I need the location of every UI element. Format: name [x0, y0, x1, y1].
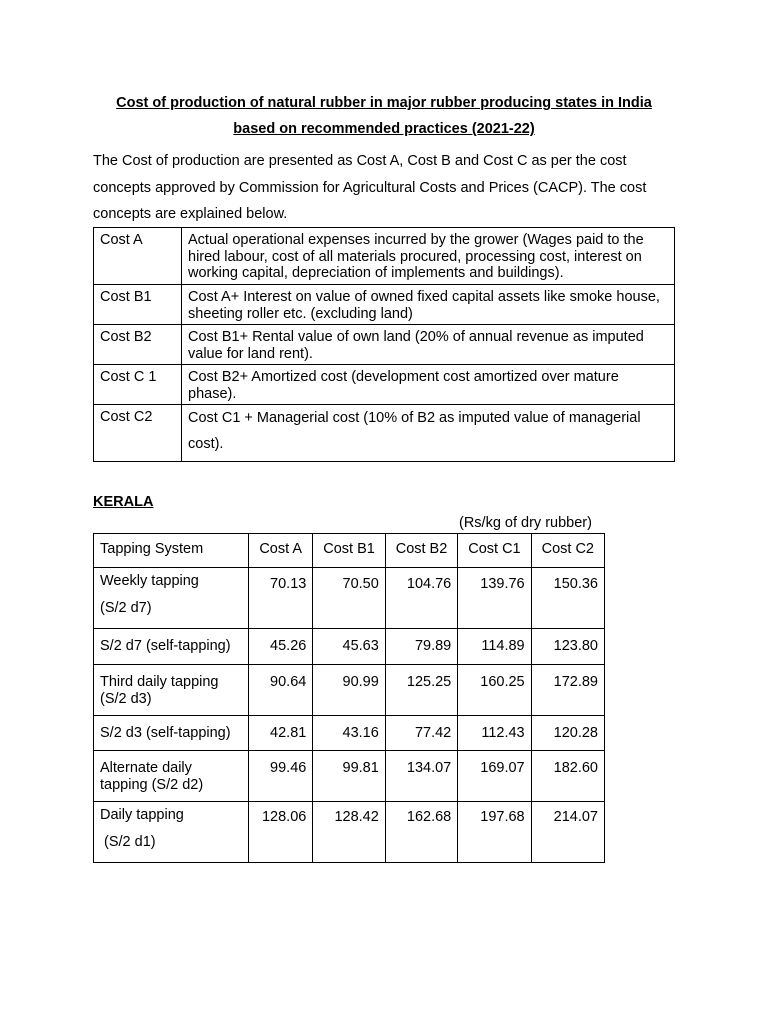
table-row	[94, 285, 675, 325]
intro-line-1: The Cost of production are presented as Cost A, Cost B and Cost C as per the cost	[93, 153, 627, 169]
cost-value: 45.26	[249, 629, 313, 665]
cost-value: 160.25	[458, 665, 531, 716]
concept-term: Cost B1	[94, 285, 182, 325]
table-header-row	[94, 534, 605, 568]
cost-value: 197.68	[458, 802, 531, 863]
concept-definition: Cost A+ Interest on value of owned fixed capital assets like smoke house, sheeting roller etc. (excluding land)	[182, 285, 675, 325]
document-title-line-1: Cost of production of natural rubber in major rubber producing states in India	[116, 95, 652, 111]
concept-term: Cost B2	[94, 325, 182, 365]
table-row	[94, 365, 675, 405]
cost-value: 123.80	[531, 629, 604, 665]
table-row	[94, 405, 675, 462]
cost-value: 42.81	[249, 716, 313, 751]
cost-value: 45.63	[313, 629, 385, 665]
column-header: Cost A	[249, 534, 313, 568]
tapping-system-cell: Alternate daily tapping (S/2 d2)	[94, 751, 249, 802]
concept-term: Cost C 1	[94, 365, 182, 405]
table-row	[94, 228, 675, 285]
cost-value: 104.76	[385, 568, 457, 629]
cost-value: 77.42	[385, 716, 457, 751]
column-header: Tapping System	[94, 534, 249, 568]
cost-value: 90.64	[249, 665, 313, 716]
table-row	[94, 665, 605, 716]
concept-definition: Cost B2+ Amortized cost (development cost amortized over mature phase).	[182, 365, 675, 405]
column-header: Cost B2	[385, 534, 457, 568]
concept-term: Cost C2	[94, 405, 182, 462]
cost-value: 172.89	[531, 665, 604, 716]
intro-paragraph	[93, 148, 675, 228]
cost-value: 43.16	[313, 716, 385, 751]
kerala-cost-table	[93, 533, 605, 863]
cost-value: 120.28	[531, 716, 604, 751]
concept-definition: Cost B1+ Rental value of own land (20% of annual revenue as imputed value for land rent).	[182, 325, 675, 365]
cost-value: 162.68	[385, 802, 457, 863]
cost-value: 114.89	[458, 629, 531, 665]
cost-value: 182.60	[531, 751, 604, 802]
column-header: Cost C1	[458, 534, 531, 568]
cost-value: 128.06	[249, 802, 313, 863]
table-row	[94, 629, 605, 665]
cost-value: 79.89	[385, 629, 457, 665]
cost-value: 90.99	[313, 665, 385, 716]
section-heading-kerala: KERALA	[93, 494, 154, 510]
cost-value: 112.43	[458, 716, 531, 751]
cost-value: 70.13	[249, 568, 313, 629]
table-row	[94, 751, 605, 802]
cost-value: 128.42	[313, 802, 385, 863]
tapping-system-cell: Weekly tapping (S/2 d7)	[94, 568, 249, 629]
cost-value: 139.76	[458, 568, 531, 629]
concept-definition: Actual operational expenses incurred by the grower (Wages paid to the hired labour, cost of all materials procured, processing cost, interest on working capital, depreciation of implements and buildings).	[182, 228, 675, 285]
cost-value: 169.07	[458, 751, 531, 802]
cost-value: 70.50	[313, 568, 385, 629]
tapping-system-cell: Third daily tapping (S/2 d3)	[94, 665, 249, 716]
intro-line-3: concepts are explained below.	[93, 206, 288, 222]
table-row	[94, 325, 675, 365]
document-title-line-2: based on recommended practices (2021-22)	[233, 121, 535, 137]
cost-value: 134.07	[385, 751, 457, 802]
table-row	[94, 802, 605, 863]
cost-value: 99.46	[249, 751, 313, 802]
tapping-system-cell: Daily tapping (S/2 d1)	[94, 802, 249, 863]
cost-concepts-table	[93, 227, 675, 462]
tapping-system-cell: S/2 d3 (self-tapping)	[94, 716, 249, 751]
concept-term: Cost A	[94, 228, 182, 285]
column-header: Cost C2	[531, 534, 604, 568]
column-header: Cost B1	[313, 534, 385, 568]
tapping-system-cell: S/2 d7 (self-tapping)	[94, 629, 249, 665]
concept-definition: Cost C1 + Managerial cost (10% of B2 as imputed value of managerial cost).	[182, 405, 675, 462]
table-row	[94, 716, 605, 751]
intro-line-2: concepts approved by Commission for Agricultural Costs and Prices (CACP). The cost	[93, 179, 647, 196]
table-row	[94, 568, 605, 629]
cost-value: 150.36	[531, 568, 604, 629]
unit-label: (Rs/kg of dry rubber)	[459, 515, 592, 531]
cost-value: 99.81	[313, 751, 385, 802]
cost-value: 214.07	[531, 802, 604, 863]
cost-value: 125.25	[385, 665, 457, 716]
